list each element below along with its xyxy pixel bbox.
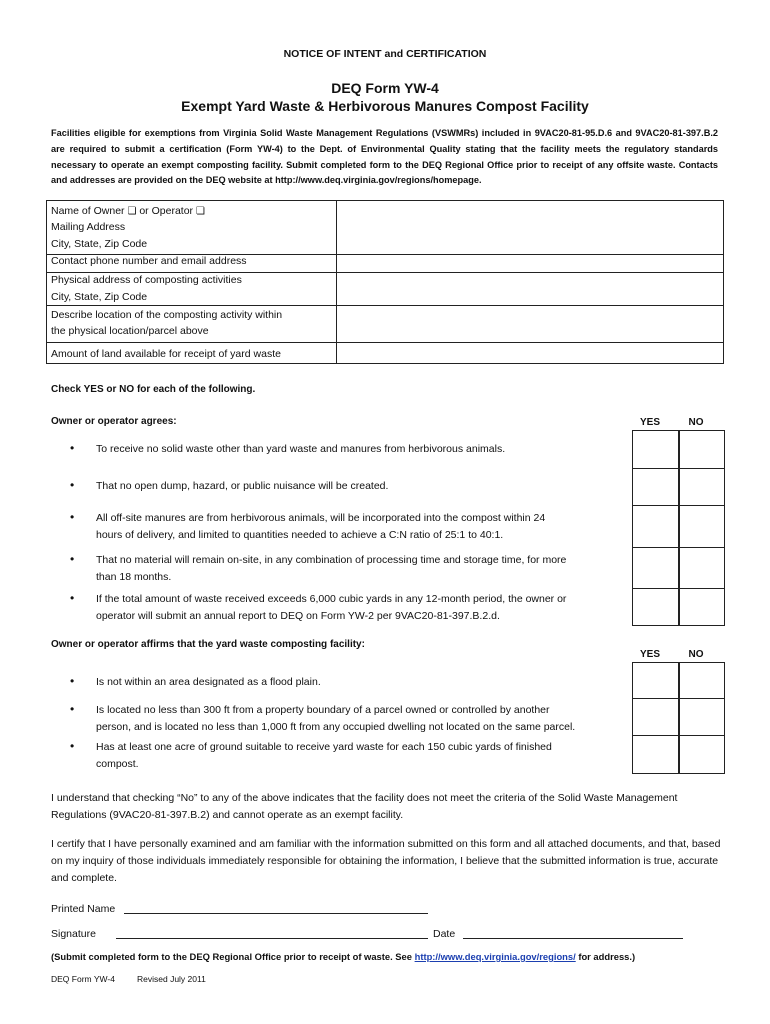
section2-yes-header: YES (639, 649, 660, 660)
bullet: • (70, 702, 75, 716)
section1-no-header: NO (688, 417, 704, 428)
signature-field[interactable] (116, 928, 428, 939)
bullet: • (70, 674, 75, 688)
section1-yes-header: YES (639, 417, 660, 428)
date-label: Date (433, 928, 456, 940)
bullet: • (70, 739, 75, 753)
section1-item: To receive no solid waste other than yard waste and manures from herbivorous animals. (96, 443, 506, 455)
section1-item: All off-site manures are from herbivorous animals, will be incorporated into the compost within 24 hours of delivery, and limited to quantities needed to achieve a C:N ratio of 25:1 to 40:1. (96, 512, 546, 541)
yes-checkbox[interactable] (632, 505, 679, 548)
yes-checkbox[interactable] (632, 698, 679, 736)
contact-label: Contact phone number and email address (51, 255, 247, 267)
operator-checkbox[interactable]: ❏ (195, 206, 205, 217)
section1-item: That no open dump, hazard, or public nuisance will be created. (96, 480, 389, 492)
section2-item: Is located no less than 300 ft from a property boundary of a parcel owned or controlled by another person, and is located no less than 1,000 ft from any occupied dwelling not located on the same parcel. (96, 704, 576, 733)
operator-label: or Operator (139, 205, 194, 217)
section1-item: If the total amount of waste received exceeds 6,000 cubic yards in any 12-month period, the owner or operator will submit an annual report to DEQ on Form YW-2 per 9VAC20-81-397.B.2.d. (96, 593, 567, 622)
submit-note-end: for address.) (575, 951, 636, 962)
city-state-zip-label: City, State, Zip Code (51, 238, 148, 250)
section1-heading: Owner or operator agrees: (51, 416, 177, 427)
check-instruction: Check YES or NO for each of the following. (51, 384, 256, 395)
understand-paragraph: I understand that checking “No” to any of the above indicates that the facility does not meet the criteria of the Solid Waste Management Regulations (9VAC20-81-397.B.2) and cannot operate as an exempt facility. (51, 792, 678, 821)
footer-revised: Revised July 2011 (137, 974, 206, 984)
no-checkbox[interactable] (679, 505, 725, 548)
physical-address-field[interactable] (338, 273, 722, 305)
yes-checkbox[interactable] (632, 468, 679, 506)
no-checkbox[interactable] (679, 430, 725, 469)
certify-paragraph: I certify that I have personally examined and am familiar with the information submitted on this form and all attached documents, and that, based on my inquiry of those individuals immediately responsible for obtaining the information, I believe that the submitted information is true, accurate and complete. (51, 838, 721, 884)
bullet: • (70, 478, 75, 492)
notice-heading: NOTICE OF INTENT and CERTIFICATION (283, 48, 487, 60)
table-divider (336, 201, 337, 363)
yes-checkbox[interactable] (632, 588, 679, 626)
owner-operator-label (51, 203, 205, 221)
date-field[interactable] (463, 928, 683, 939)
describe-location-label-cont: the physical location/parcel above (51, 325, 209, 337)
bullet: • (70, 591, 75, 605)
intro-paragraph: Facilities eligible for exemptions from Virginia Solid Waste Management Regulations (VSWMRs) included in 9VAC20-81-95.D.6 and 9VAC20-81-397.B.2 are required to submit a certification (Form YW-4) to the Dept. of Environmental Quality stating that the facility meets the regulatory standards necessary to operate an exempt composting facility. Submit completed form to the DEQ Regional Office prior to receipt of any offsite waste. Contacts and addresses are provided on the DEQ website at http://www.deq.virginia.gov/regions/homepage. (51, 128, 718, 186)
city-state-zip-label: City, State, Zip Code (51, 291, 148, 303)
no-checkbox[interactable] (679, 735, 725, 774)
yes-checkbox[interactable] (632, 662, 679, 699)
yes-checkbox[interactable] (632, 547, 679, 589)
no-checkbox[interactable] (679, 588, 725, 626)
land-amount-field[interactable] (338, 343, 722, 363)
section2-item: Is not within an area designated as a flood plain. (96, 676, 321, 688)
section2-heading: Owner or operator affirms that the yard waste composting facility: (51, 639, 365, 650)
footer-form-id: DEQ Form YW-4 (51, 974, 115, 984)
section2-item: Has at least one acre of ground suitable to receive yard waste for each 150 cubic yards of finished compost. (96, 741, 552, 770)
yes-checkbox[interactable] (632, 430, 679, 469)
form-subtitle: Exempt Yard Waste & Herbivorous Manures Compost Facility (181, 98, 589, 114)
bullet: • (70, 441, 75, 455)
no-checkbox[interactable] (679, 468, 725, 506)
facility-info-table (46, 200, 724, 364)
submit-note (51, 951, 741, 962)
owner-checkbox[interactable]: ❏ (127, 206, 137, 217)
physical-address-label: Physical address of composting activities (51, 274, 242, 286)
bullet: • (70, 552, 75, 566)
bullet: • (70, 510, 75, 524)
printed-name-label: Printed Name (51, 903, 116, 915)
regions-link[interactable]: http://www.deq.virginia.gov/regions/ (414, 951, 576, 962)
submit-note-text: (Submit completed form to the DEQ Regional Office prior to receipt of waste. See (51, 951, 415, 962)
yes-checkbox[interactable] (632, 735, 679, 774)
form-title: DEQ Form YW-4 (331, 80, 439, 96)
no-checkbox[interactable] (679, 547, 725, 589)
describe-location-label: Describe location of the composting activity within (51, 309, 283, 321)
section1-item: That no material will remain on-site, in any combination of processing time and storage time, for more than 18 months. (96, 554, 567, 583)
owner-info-field[interactable] (338, 201, 722, 254)
no-checkbox[interactable] (679, 662, 725, 699)
mailing-address-label: Mailing Address (51, 221, 126, 233)
owner-label: Name of Owner (51, 205, 125, 217)
printed-name-field[interactable] (124, 903, 428, 914)
land-amount-label: Amount of land available for receipt of yard waste (51, 348, 281, 360)
signature-label: Signature (51, 928, 96, 940)
section2-no-header: NO (688, 649, 704, 660)
no-checkbox[interactable] (679, 698, 725, 736)
location-description-field[interactable] (338, 306, 722, 342)
